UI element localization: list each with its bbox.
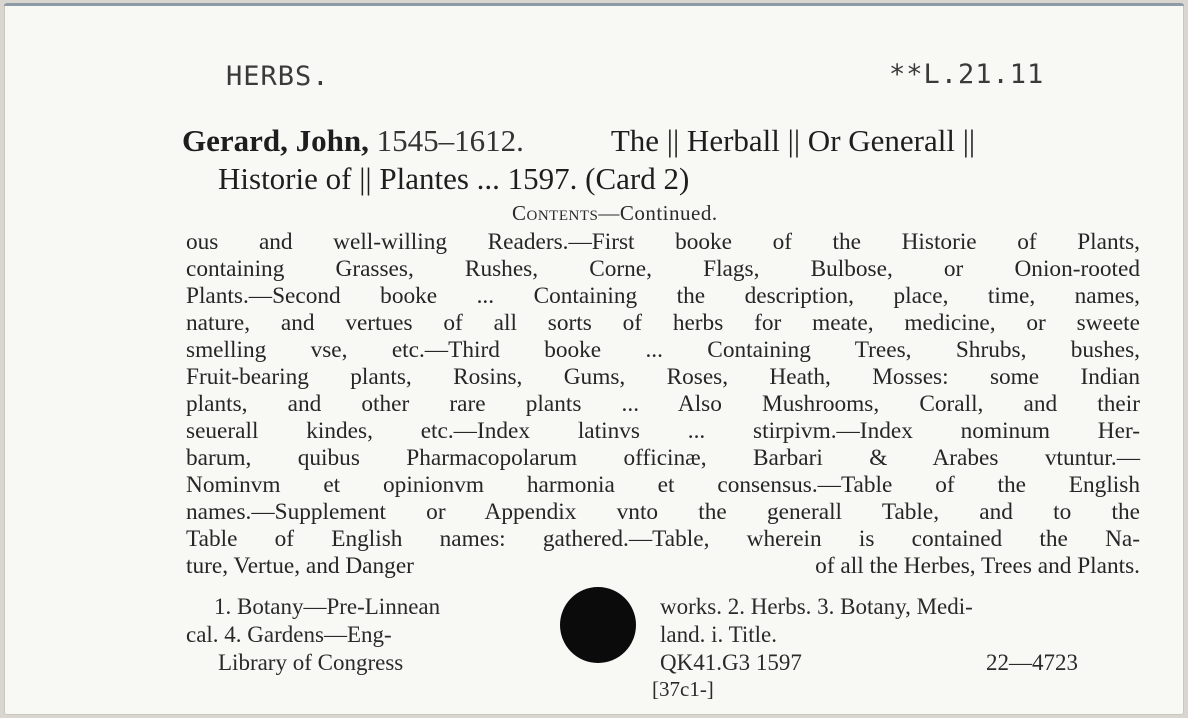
- contents-line: plants, and other rare plants ... Also Mushrooms, Corall, and their: [186, 391, 1140, 417]
- contents-line: Nominvm et opinionvm harmonia et consensus.—Table of the English: [186, 472, 1140, 498]
- tracing-row: [186, 649, 1140, 677]
- tracing-right: land. i. Title.: [660, 622, 777, 647]
- catalog-card: [4, 3, 1184, 715]
- contents-label: [512, 201, 718, 226]
- subject-heading: HERBS.: [226, 61, 330, 92]
- title-part-2: Historie of || Plantes ... 1597. (Card 2): [218, 161, 690, 196]
- contents-line: smelling vse, etc.—Third booke ... Containing Trees, Shrubs, bushes,: [186, 337, 1140, 363]
- card-top-edge: [4, 3, 1184, 6]
- author-dates: 1545–1612.: [376, 123, 524, 158]
- tracing-left: 1. Botany—Pre-Linnean: [214, 594, 441, 619]
- contents-line: Plants.—Second booke ... Containing the description, place, time, names,: [186, 283, 1140, 309]
- contents-last-line: [186, 553, 1140, 580]
- lc-card-number: 22—4723: [986, 650, 1078, 675]
- contents-line: seuerall kindes, etc.—Index latinvs ... stirpivm.—Index nominum Her-: [186, 418, 1140, 444]
- contents-line: barum, quibus Pharmacopolarum officinæ, Barbari & Arabes vtuntur.—: [186, 445, 1140, 471]
- contents-line: ous and well-willing Readers.—First booke of the Historie of Plants,: [186, 229, 1140, 255]
- contents-label-rest: —Continued.: [598, 201, 718, 225]
- contents-note: [186, 229, 1140, 580]
- contents-label-caps: Contents: [512, 201, 599, 225]
- tracing-row: [186, 621, 1140, 649]
- tracing-left: cal. 4. Gardens—Eng-: [186, 622, 392, 647]
- contents-last-left: ture, Vertue, and Danger: [186, 553, 414, 579]
- tracing-right: works. 2. Herbs. 3. Botany, Medi-: [660, 594, 973, 619]
- contents-line: Table of English names: gathered.—Table, wherein is contained the Na-: [186, 526, 1140, 552]
- contents-line: names.—Supplement or Appendix vnto the generall Table, and to the: [186, 499, 1140, 525]
- contents-line: Fruit-bearing plants, Rosins, Gums, Roses, Heath, Mosses: some Indian: [186, 364, 1140, 390]
- punch-hole: [560, 587, 636, 663]
- main-entry-line: [182, 123, 1142, 159]
- tracings: [186, 593, 1140, 677]
- contents-last-right: of all the Herbes, Trees and Plants.: [815, 553, 1140, 579]
- tracing-row: [186, 593, 1140, 621]
- contents-line: containing Grasses, Rushes, Corne, Flags, Bulbose, or Onion-rooted: [186, 256, 1140, 282]
- call-number: **L.21.11: [889, 59, 1045, 90]
- author-name: Gerard, John,: [182, 123, 369, 158]
- contents-line: nature, and vertues of all sorts of herbs for meate, medicine, or sweete: [186, 310, 1140, 336]
- print-code: [37c1-]: [652, 677, 714, 701]
- library-name: Library of Congress: [218, 650, 404, 675]
- title-part-1: The || Herball || Or Generall ||: [610, 123, 976, 158]
- lc-class-number: QK41.G3 1597: [660, 650, 802, 675]
